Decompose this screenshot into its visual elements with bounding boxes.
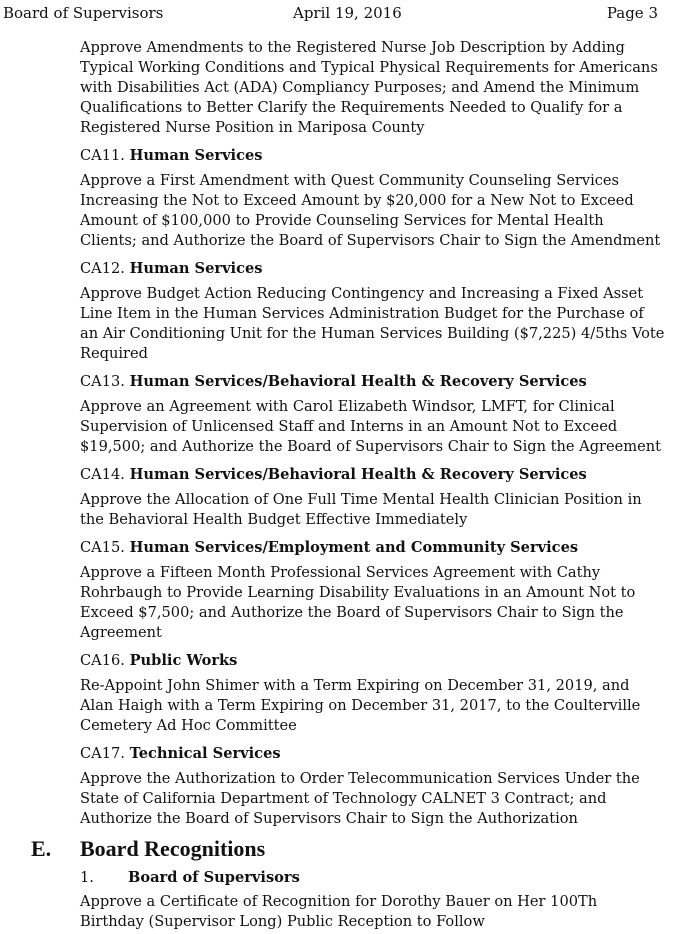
item-department: Public Works bbox=[129, 652, 238, 669]
item-description: Approve an Agreement with Carol Elizabeth Windsor, LMFT, for Clinical Supervision of Unlicensed Staff and Interns in an Amount Not to Exceed $19,500; and Authorize the Board of Supervisors Chair to Sign the Agreement bbox=[80, 398, 662, 455]
item-id: CA17. bbox=[80, 745, 125, 762]
item-department: Technical Services bbox=[129, 745, 281, 762]
item-description: Approve Budget Action Reducing Contingency and Increasing a Fixed Asset Line Item in the Human Services Administration Budget for the Purchase of an Air Conditioning Unit for the Human Services Building ($7,225) 4/5ths Vote Required bbox=[80, 285, 665, 362]
item-department: Human Services bbox=[129, 260, 263, 277]
recognition-item bbox=[80, 868, 665, 932]
section-title: Board Recognitions bbox=[80, 836, 266, 861]
item-description: Approve the Allocation of One Full Time Mental Health Clinician Position in the Behavioral Health Budget Effective Immediately bbox=[80, 491, 642, 528]
item-department: Human Services bbox=[129, 147, 263, 164]
item-description: Approve a Fifteen Month Professional Services Agreement with Cathy Rohrbaugh to Provide Learning Disability Evaluations in an Amount Not to Exceed $7,500; and Authorize the Board of Supervisors Chair to Sign the Agreement bbox=[80, 564, 636, 641]
agenda-item-ca13 bbox=[80, 372, 665, 457]
agenda-item-ca12 bbox=[80, 259, 665, 364]
item-department: Human Services/Behavioral Health & Recovery Services bbox=[129, 466, 587, 483]
agenda-item-ca15 bbox=[80, 538, 665, 643]
header-board-name: Board of Supervisors bbox=[3, 4, 164, 22]
item-id: CA16. bbox=[80, 652, 125, 669]
item-id: CA12. bbox=[80, 260, 125, 277]
item-id: CA14. bbox=[80, 466, 125, 483]
header-date: April 19, 2016 bbox=[293, 4, 402, 22]
section-letter: E. bbox=[31, 836, 52, 861]
item-id: CA11. bbox=[80, 147, 125, 164]
consent-agenda-list bbox=[80, 38, 665, 829]
agenda-item-ca14 bbox=[80, 465, 665, 530]
item-description: Re-Appoint John Shimer with a Term Expiring on December 31, 2019, and Alan Haigh with a Term Expiring on December 31, 2017, to the Coulterville Cemetery Ad Hoc Committee bbox=[80, 677, 641, 734]
item-description: Approve a First Amendment with Quest Community Counseling Services Increasing the Not to Exceed Amount by $20,000 for a New Not to Exceed Amount of $100,000 to Provide Counseling Services for Mental Health Clients; and Authorize the Board of Supervisors Chair to Sign the Amendment bbox=[80, 172, 661, 249]
recognition-number: 1. bbox=[80, 869, 94, 886]
agenda-item-ca17 bbox=[80, 744, 665, 829]
recognition-title: Board of Supervisors bbox=[128, 869, 300, 886]
item-department: Human Services/Employment and Community Services bbox=[129, 539, 579, 556]
item-description: Approve the Authorization to Order Telecommunication Services Under the State of California Department of Technology CALNET 3 Contract; and Authorize the Board of Supervisors Chair to Sign the Authorization bbox=[80, 770, 640, 827]
item-id: CA13. bbox=[80, 373, 125, 390]
agenda-item-ca16 bbox=[80, 651, 665, 736]
agenda-item-ca11 bbox=[80, 146, 665, 251]
continued-item-text: Approve Amendments to the Registered Nurse Job Description by Adding Typical Working Conditions and Typical Physical Requirements for Americans with Disabilities Act (ADA) Compliancy Purposes; and Amend the Minimum Qualifications to Better Clarify the Requirements Needed to Qualify for a Registered Nurse Position in Mariposa County bbox=[80, 39, 658, 136]
header-page-number: Page 3 bbox=[606, 4, 658, 22]
item-id: CA15. bbox=[80, 539, 125, 556]
item-department: Human Services/Behavioral Health & Recovery Services bbox=[129, 373, 587, 390]
recognition-description: Approve a Certificate of Recognition for Dorothy Bauer on Her 100Th Birthday (Supervisor Long) Public Reception to Follow bbox=[80, 893, 598, 930]
